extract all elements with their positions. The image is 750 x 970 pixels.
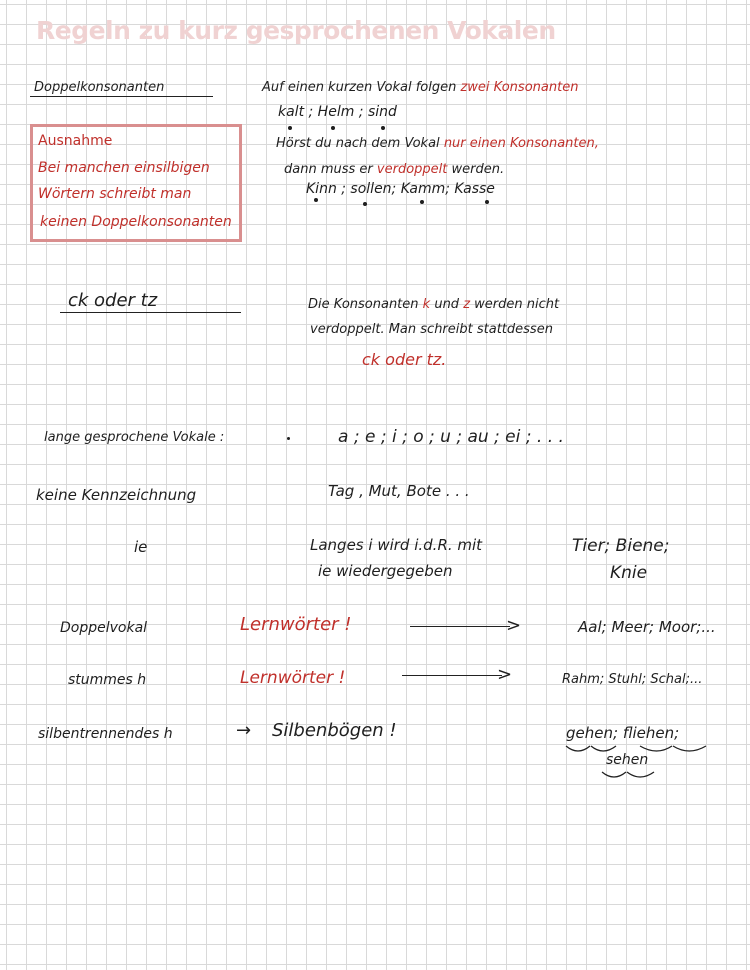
category-label: keine Kennzeichnung [36,486,197,504]
highlight-text: k [422,297,431,312]
exception-label: Ausnahme [38,133,113,149]
rule-text-part: und [434,297,460,312]
highlight-text: ck oder tz. [362,350,447,369]
vowel-dot [363,202,367,206]
examples-text: Aal; Meer; Moor;... [578,618,716,636]
rule-text-part: Hörst du nach dem Vokal [276,136,440,151]
rule-text [262,80,578,95]
page-title: Regeln zu kurz gesprochenen Vokalen [36,16,556,45]
examples-text: kalt ; Helm ; sind [278,104,397,120]
category-label: silbentrennendes h [38,726,173,742]
syllable-arc [591,746,616,751]
rule-text [308,297,559,312]
syllable-arc [627,772,654,777]
syllable-arc [673,746,706,751]
arrow-icon: > [497,664,513,685]
vowel-list: a ; e ; i ; o ; u ; au ; ei ; . . . [338,427,564,447]
examples-text: Tag , Mut, Bote . . . [328,482,470,500]
exception-text: keinen Doppelkonsonanten [40,214,232,230]
rule-text-part: werden. [451,162,505,177]
rule-text-part: Auf einen kurzen Vokal folgen [262,80,457,95]
highlight-text: Lernwörter ! [240,668,346,688]
highlight-text: verdoppelt [376,162,448,177]
highlight-text: Silbenbögen ! [272,720,397,741]
category-label: ie [134,538,148,556]
examples-text: gehen; fliehen; [566,724,680,742]
syllable-arc [566,746,590,751]
vowel-dot [314,198,318,202]
arrow-line [410,626,510,627]
examples-text: Knie [610,563,648,583]
rule-text-part: dann muss er [284,162,373,177]
category-label: stummes h [68,672,147,688]
doppelkonsonanten-heading: Doppelkonsonanten [34,80,165,95]
rule-text [276,136,599,151]
arrow-line [402,675,502,676]
highlight-text: Lernwörter ! [240,614,352,635]
vowel-dot [420,200,424,204]
vowel-dot [381,126,385,130]
rule-text: ie wiedergegeben [318,562,453,580]
examples-text: sehen [606,752,649,768]
rule-text: verdoppelt. Man schreibt stattdessen [310,322,553,337]
rule-text [284,162,504,177]
vowel-dot [485,200,489,204]
bullet-dot [287,437,290,440]
heading-underline [60,312,241,313]
rule-text-part: Die Konsonanten [308,297,419,312]
category-label: Doppelvokal [60,620,148,636]
syllable-arc [640,746,672,751]
ck-tz-heading: ck oder tz [68,290,158,311]
highlight-text: zwei Konsonanten [460,80,579,95]
vowel-dot [288,126,292,130]
category-label: lange gesprochene Vokale : [44,430,225,445]
syllable-arc [602,772,626,777]
heading-underline [30,96,213,97]
highlight-text: nur einen Konsonanten, [443,136,599,151]
examples-text: Rahm; Stuhl; Schal;... [562,672,703,687]
vowel-dot [331,126,335,130]
arrow-icon: > [506,615,522,636]
rule-text: Langes i wird i.d.R. mit [310,536,483,554]
examples-text: Kinn ; sollen; Kamm; Kasse [306,181,495,197]
highlight-text: z [463,297,471,312]
examples-text: Tier; Biene; [572,536,670,556]
arrow-icon: → [236,720,252,741]
exception-text: Wörtern schreibt man [38,186,192,202]
exception-text: Bei manchen einsilbigen [38,160,210,176]
rule-text-part: werden nicht [474,297,560,312]
